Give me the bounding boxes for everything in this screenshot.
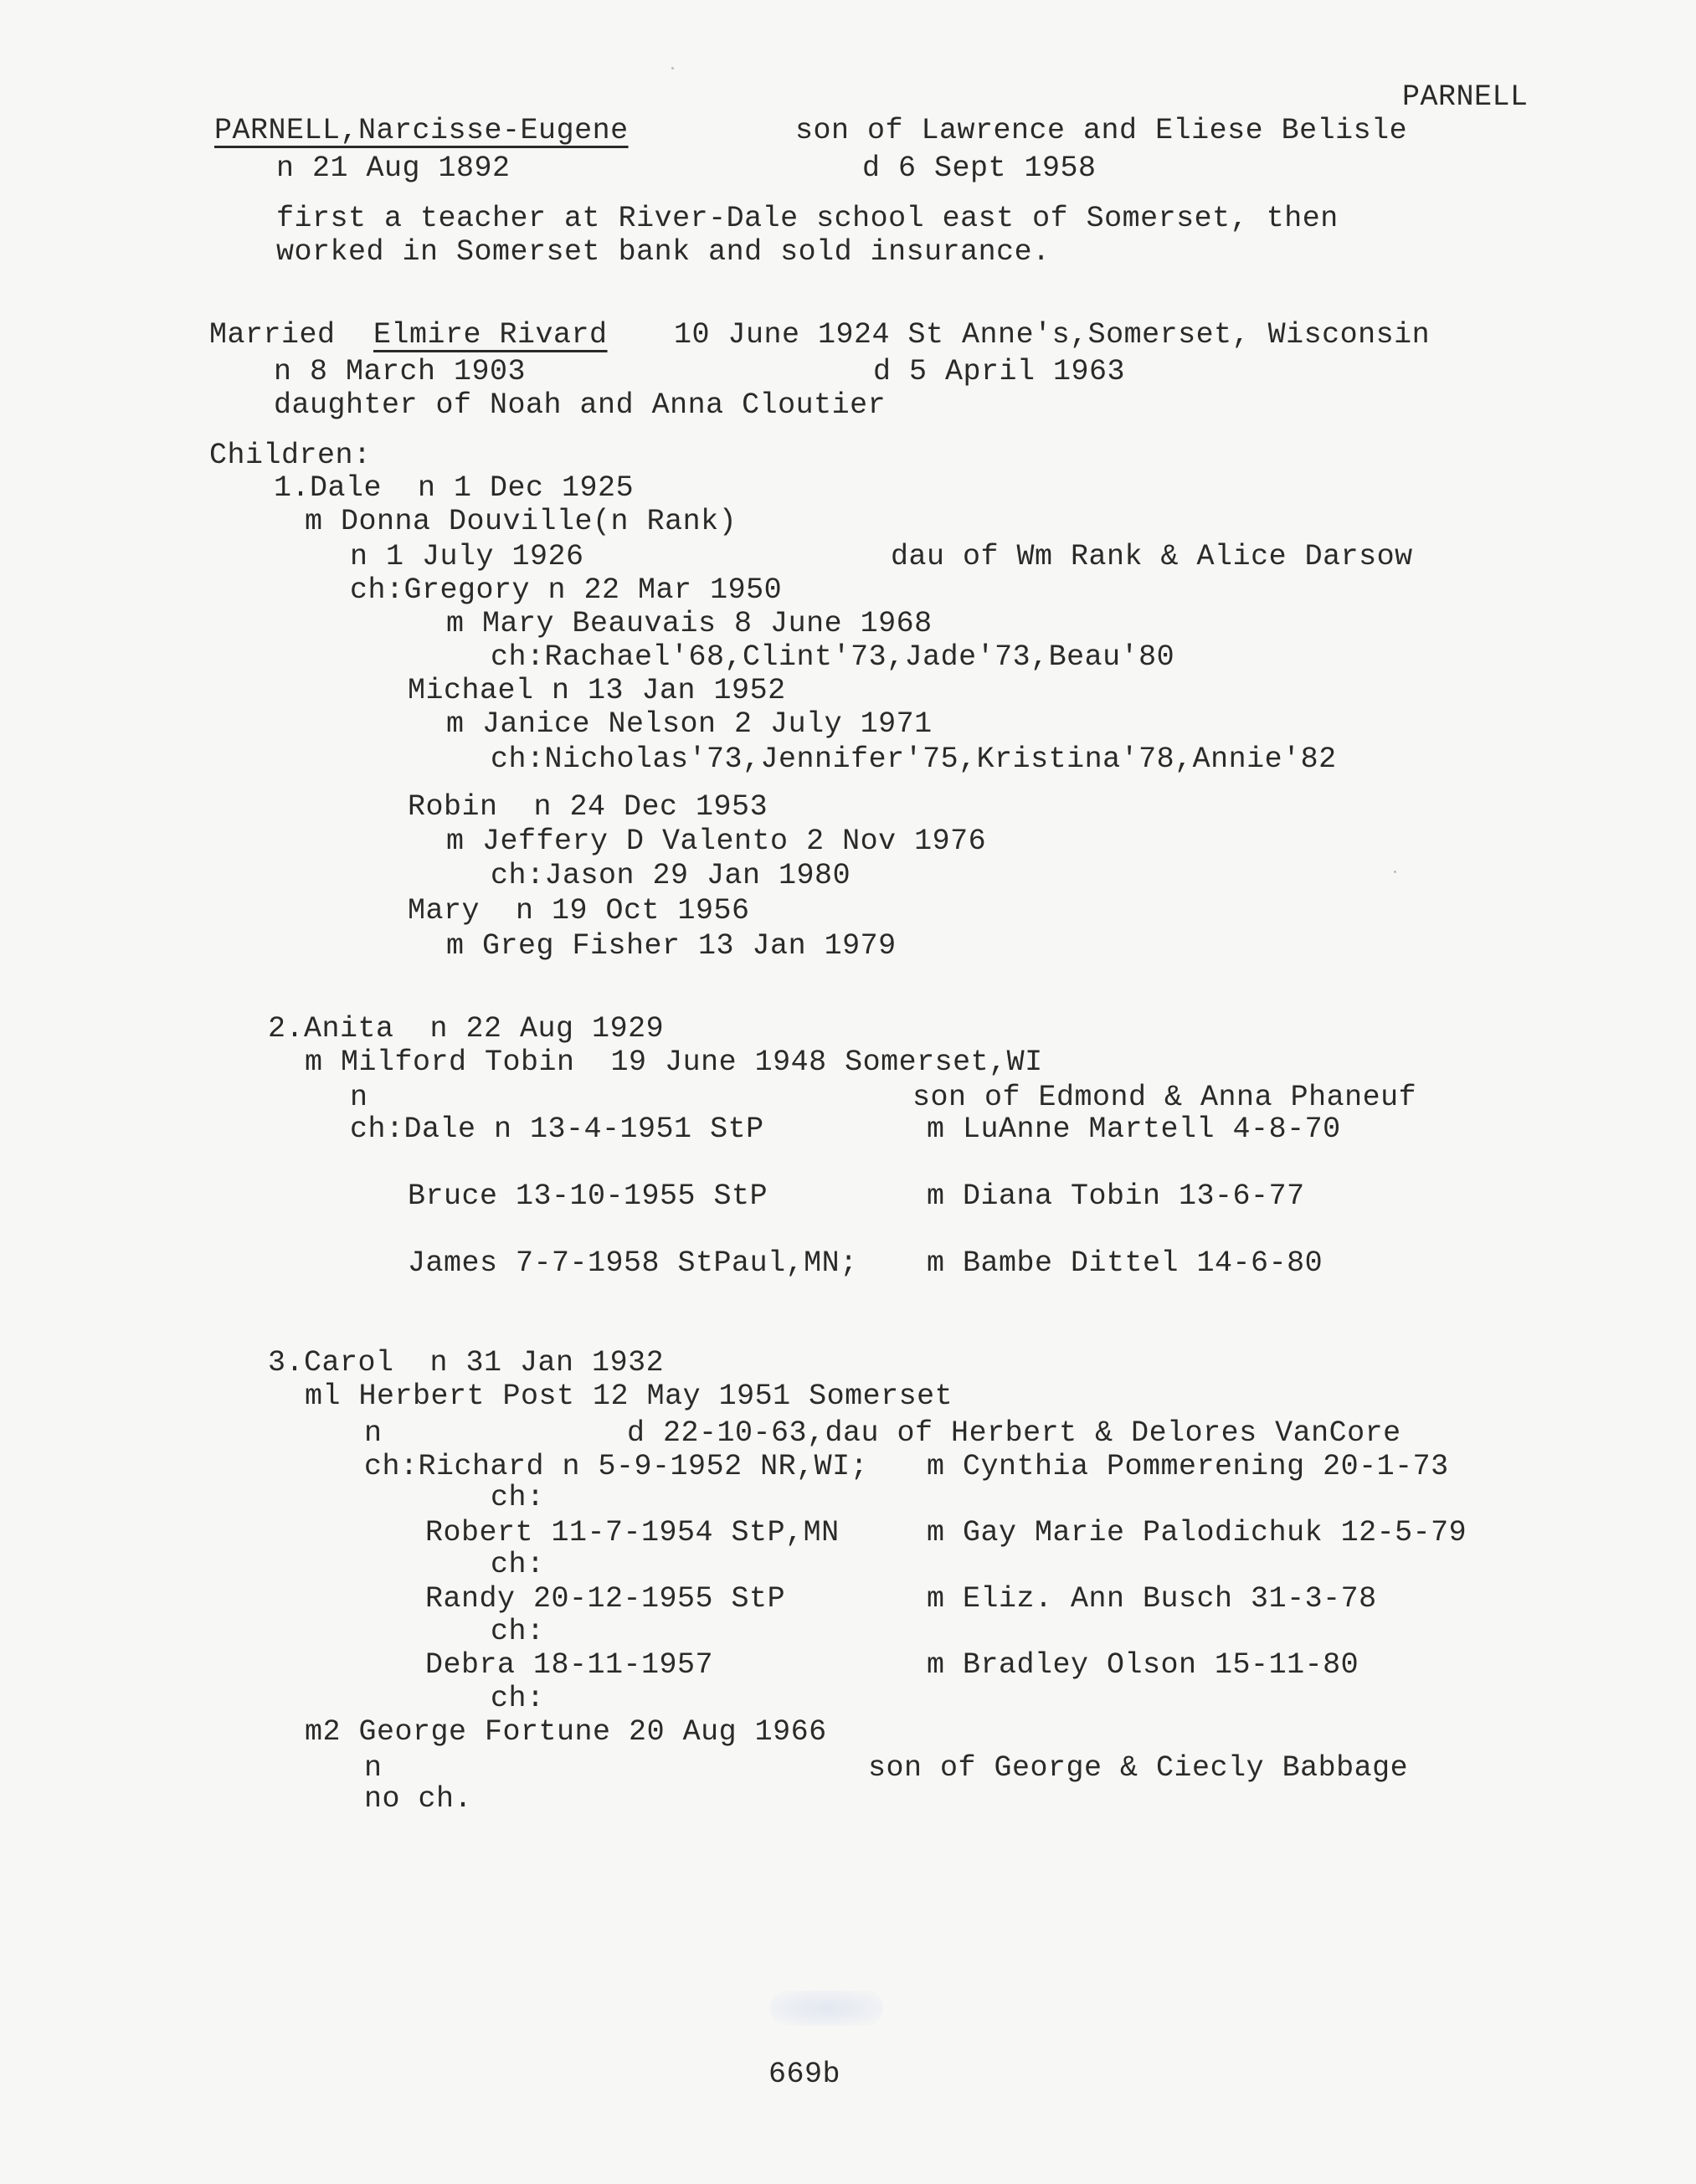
children-heading: Children: [209,439,372,472]
child-line: m Mary Beauvais 8 June 1968 [446,607,933,640]
child-line: m Janice Nelson 2 July 1971 [446,707,933,741]
marriage-prefix: Married [209,318,336,352]
child-line: ch:Rachael'68,Clint'73,Jade'73,Beau'80 [491,640,1175,674]
child-line: Robert 11-7-1954 StP,MN [425,1516,840,1549]
surname-tag: PARNELL [1402,80,1529,114]
child-line: m Cynthia Pommerening 20-1-73 [927,1450,1449,1483]
child-line: m Milford Tobin 19 June 1948 Somerset,WI [305,1046,1043,1079]
child-line: ch:Nicholas'73,Jennifer'75,Kristina'78,Annie'82 [491,743,1337,776]
subject-name: PARNELL,Narcisse-Eugene [214,114,629,147]
child-line: ch:Richard n 5-9-1952 NR,WI; [364,1450,869,1483]
child-line: ch: [491,1548,545,1581]
child-line: no ch. [364,1782,473,1816]
subject-birth: n 21 Aug 1892 [276,152,511,185]
subject-parents: son of Lawrence and Eliese Belisle [795,114,1408,147]
child-line: Debra 18-11-1957 [425,1648,714,1682]
spouse-birth: n 8 March 1903 [274,355,527,388]
child-line: Robin n 24 Dec 1953 [408,790,768,824]
child-line: m Greg Fisher 13 Jan 1979 [446,929,897,963]
child-line: Randy 20-12-1955 StP [425,1582,786,1616]
bio-line: first a teacher at River-Dale school east of Somerset, then [276,202,1339,235]
child-line: ch: [491,1481,545,1514]
child-line: ml Herbert Post 12 May 1951 Somerset [305,1380,953,1413]
child-line: d 22-10-63,dau of Herbert & Delores VanCore [627,1416,1401,1450]
child-line: ch: [491,1615,545,1648]
child-line: Mary n 19 Oct 1956 [408,894,750,928]
child-line: m Eliz. Ann Busch 31-3-78 [927,1582,1377,1616]
child-line: n [364,1751,383,1785]
child-line: n 1 July 1926 [350,540,584,573]
child-line: n [350,1081,368,1114]
child-line: m Donna Douville(n Rank) [305,505,738,538]
child-line: ch:Dale n 13-4-1951 StP [350,1113,764,1146]
child-line: m Bradley Olson 15-11-80 [927,1648,1359,1682]
child-line: ch:Gregory n 22 Mar 1950 [350,573,783,607]
bio-line: worked in Somerset bank and sold insurance. [276,235,1051,269]
child-entry: 3.Carol n 31 Jan 1932 [268,1346,665,1380]
child-line: m2 George Fortune 20 Aug 1966 [305,1715,827,1749]
child-line: ch: [491,1682,545,1715]
child-line: m Diana Tobin 13-6-77 [927,1179,1305,1213]
child-line: Michael n 13 Jan 1952 [408,674,786,707]
child-line: son of George & Ciecly Babbage [868,1751,1409,1785]
spouse-name: Elmire Rivard [373,318,608,352]
child-line: m LuAnne Martell 4-8-70 [927,1113,1341,1146]
child-line: n [364,1416,383,1450]
page-number: 669b [768,2058,841,2091]
child-line: dau of Wm Rank & Alice Darsow [891,540,1413,573]
child-line: ch:Jason 29 Jan 1980 [491,859,851,892]
child-line: James 7-7-1958 StPaul,MN; [408,1246,858,1280]
child-line: m Gay Marie Palodichuk 12-5-79 [927,1516,1467,1549]
spouse-parents: daughter of Noah and Anna Cloutier [274,388,887,422]
child-line: m Jeffery D Valento 2 Nov 1976 [446,825,987,858]
marriage-details: 10 June 1924 St Anne's,Somerset, Wisconsin [674,318,1431,352]
spouse-death: d 5 April 1963 [873,355,1126,388]
paper-speck [1394,871,1396,873]
child-entry: 2.Anita n 22 Aug 1929 [268,1012,665,1046]
child-line: m Bambe Dittel 14-6-80 [927,1246,1323,1280]
child-line: Bruce 13-10-1955 StP [408,1179,768,1213]
child-entry: 1.Dale n 1 Dec 1925 [274,471,635,505]
subject-death: d 6 Sept 1958 [862,152,1097,185]
paper-speck [671,67,674,69]
child-line: son of Edmond & Anna Phaneuf [912,1081,1417,1114]
ink-smudge [770,1991,883,2026]
